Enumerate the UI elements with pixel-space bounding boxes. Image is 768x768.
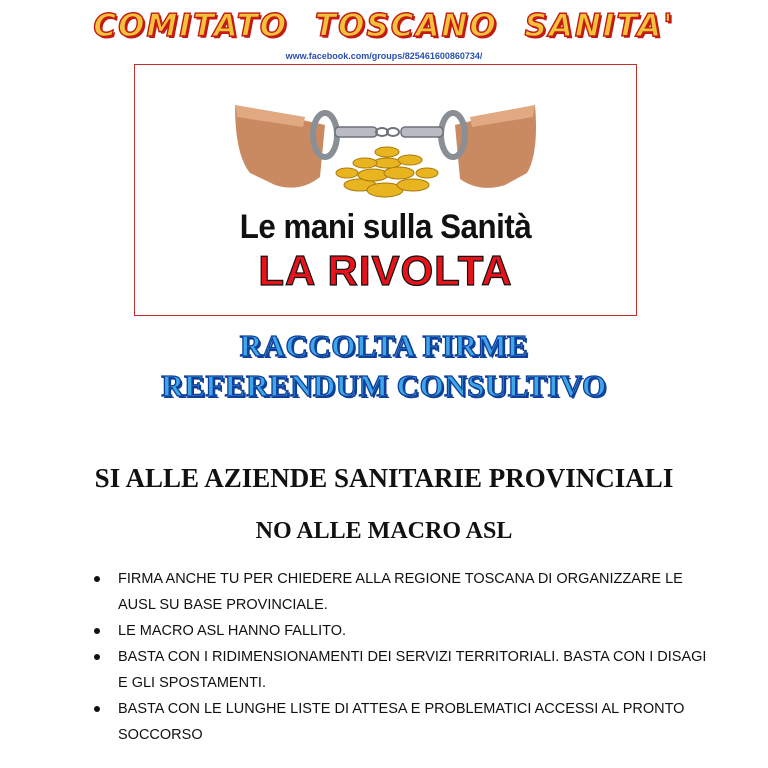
list-item (90, 618, 710, 644)
banner (134, 64, 637, 316)
bullet-icon (94, 654, 100, 660)
bullet-icon (94, 576, 100, 582)
banner-slogan: Le mani sulla Sanità (239, 208, 532, 246)
list-item-text: BASTA CON I RIDIMENSIONAMENTI DEI SERVIZI TERRITORIALI. BASTA CON I DISAGI E GLI SPOSTAMENTI. (118, 649, 707, 691)
campaign-line-2: REFERENDUM CONSULTIVO (161, 368, 607, 403)
list-item (90, 566, 710, 618)
bullet-list (90, 566, 710, 748)
sub-headline: NO ALLE MACRO ASL (255, 518, 513, 544)
list-item-text: LE MACRO ASL HANNO FALLITO. (118, 623, 347, 639)
bullet-icon (94, 628, 100, 634)
bullet-icon (94, 706, 100, 712)
poster-title: COMITATO TOSCANO SANITA' (93, 8, 675, 44)
list-item (90, 644, 710, 696)
facebook-group-link[interactable]: www.facebook.com/groups/825461600860734/ (285, 51, 483, 61)
list-item-text: BASTA CON LE LUNGHE LISTE DI ATTESA E PROBLEMATICI ACCESSI AL PRONTO SOCCORSO (118, 701, 685, 743)
campaign-line-1: RACCOLTA FIRME (239, 328, 529, 363)
banner-rivolta: LA RIVOLTA (258, 247, 513, 294)
list-item (90, 696, 710, 748)
main-headline: SI ALLE AZIENDE SANITARIE PROVINCIALI (94, 463, 674, 493)
list-item-text: FIRMA ANCHE TU PER CHIEDERE ALLA REGIONE TOSCANA DI ORGANIZZARE LE AUSL SU BASE PROVINCIALE. (118, 571, 683, 613)
